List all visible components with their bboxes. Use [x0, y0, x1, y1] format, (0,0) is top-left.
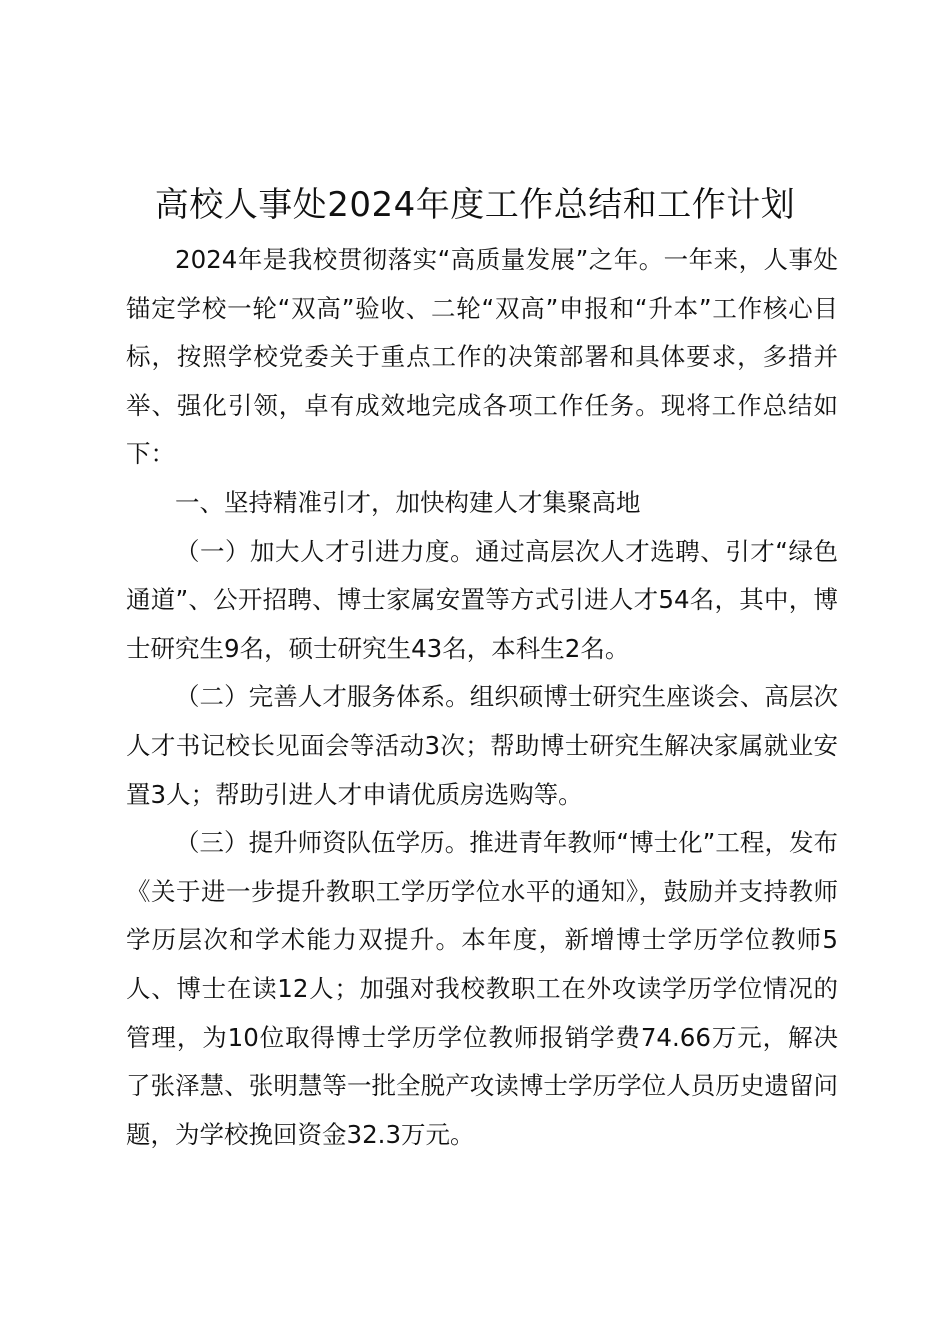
section-heading: 一、坚持精准引才，加快构建人才集聚高地 [175, 487, 641, 517]
paragraph-talent-service: （二）完善人才服务体系。组织硕博士研究生座谈会、高层次人才书记校长见面会等活动3次；帮助博士研究生解决家属就业安置3人；帮助引进人才申请优质房选购等。 [126, 682, 838, 809]
document-title: 高校人事处2024年度工作总结和工作计划 [154, 185, 796, 225]
paragraph-teacher-education: （三）提升师资队伍学历。推进青年教师“博士化”工程，发布《关于进一步提升教职工学历学位水平的通知》，鼓励并支持教师学历层次和学术能力双提升。本年度，新增博士学历学位教师5人、博士在读12人；加强对我校教职工在外攻读学历学位情况的管理，为10位取得博士学历学位教师报销学费74.66万元，解决了张泽慧、张明慧等一批全脱产攻读博士学历学位人员历史遗留问题，为学校挽回资金32.3万元。 [126, 828, 838, 1149]
intro-paragraph: 2024年是我校贯彻落实“高质量发展”之年。一年来，人事处锚定学校一轮“双高”验收、二轮“双高”申报和“升本”工作核心目标，按照学校党委关于重点工作的决策部署和具体要求，多措并举、强化引领，卓有成效地完成各项工作任务。现将工作总结如下： [126, 245, 838, 469]
paragraph-talent-recruitment: （一）加大人才引进力度。通过高层次人才选聘、引才“绿色通道”、公开招聘、博士家属安置等方式引进人才54名，其中，博士研究生9名，硕士研究生43名，本科生2名。 [126, 536, 838, 663]
document-body [126, 236, 838, 1159]
